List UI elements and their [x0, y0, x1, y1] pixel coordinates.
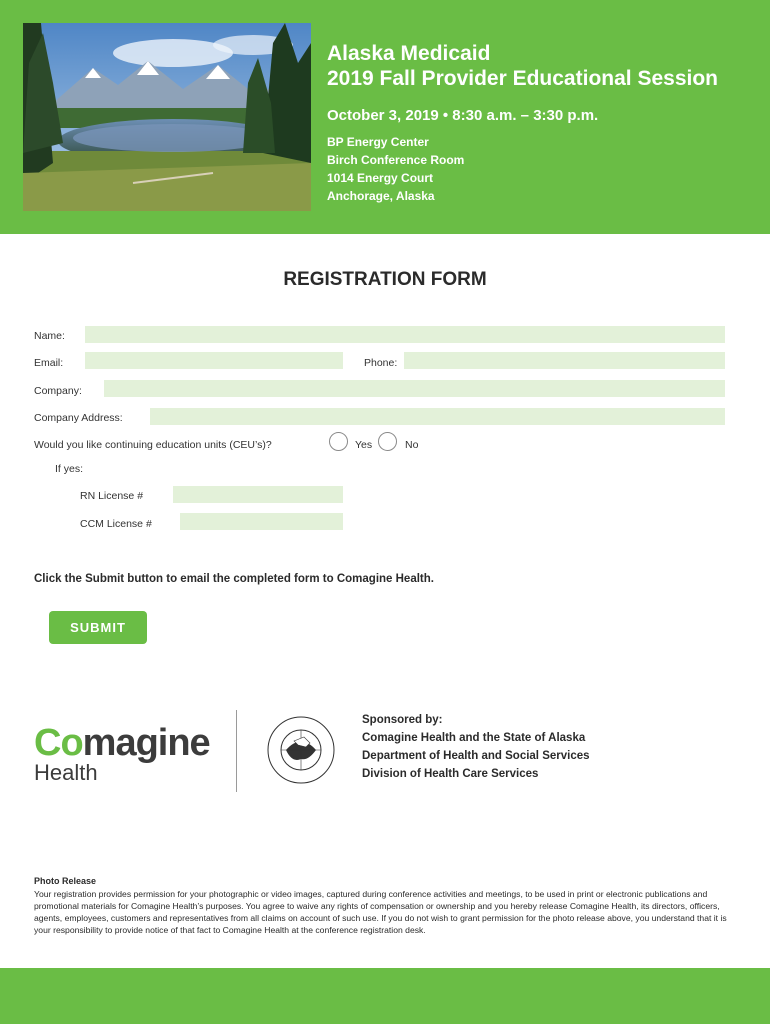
name-field[interactable]	[85, 326, 725, 343]
ccm-license-label: CCM License #	[80, 518, 152, 530]
sponsor-line: Department of Health and Social Services	[362, 750, 590, 762]
ceu-no-radio[interactable]	[378, 432, 397, 451]
company-address-label: Company Address:	[34, 412, 123, 424]
footer-band	[0, 968, 770, 1024]
venue-line: BP Energy Center	[327, 135, 429, 149]
sponsor-line: Division of Health Care Services	[362, 768, 539, 780]
phone-field[interactable]	[404, 352, 725, 369]
event-venue	[327, 133, 464, 205]
venue-line: Birch Conference Room	[327, 153, 465, 167]
submit-instruction: Click the Submit button to email the completed form to Comagine Health.	[34, 573, 434, 585]
rn-license-field[interactable]	[173, 486, 343, 503]
submit-button[interactable]: SUBMIT	[49, 611, 147, 644]
logo-magine: magine	[82, 722, 210, 764]
event-title	[327, 41, 718, 91]
alaska-dhss-seal	[266, 715, 336, 785]
phone-label: Phone:	[364, 357, 398, 369]
header-banner	[0, 0, 770, 234]
rn-license-label: RN License #	[80, 490, 144, 502]
event-datetime: October 3, 2019 • 8:30 a.m. – 3:30 p.m.	[327, 107, 599, 124]
venue-line: Anchorage, Alaska	[327, 189, 435, 203]
ccm-license-field[interactable]	[180, 513, 343, 530]
logo-health: Health	[34, 760, 98, 785]
ceu-question: Would you like continuing education units (CEU’s)?	[34, 439, 272, 451]
comagine-health-logo	[34, 724, 210, 784]
photo-release-title: Photo Release	[34, 876, 97, 886]
company-label: Company:	[34, 385, 82, 397]
ceu-yes-label: Yes	[355, 439, 373, 451]
form-title: REGISTRATION FORM	[283, 269, 487, 290]
event-title-line1: Alaska Medicaid	[327, 42, 491, 65]
sponsor-block	[362, 711, 590, 783]
logo-divider	[236, 710, 237, 792]
email-field[interactable]	[85, 352, 343, 369]
sponsor-line: Comagine Health and the State of Alaska	[362, 732, 586, 744]
ceu-no-label: No	[405, 439, 419, 451]
company-field[interactable]	[104, 380, 725, 397]
if-yes-label: If yes:	[55, 463, 84, 475]
sponsor-heading: Sponsored by:	[362, 714, 443, 726]
photo-release-body: Your registration provides permission for your photographic or video images, captured during conference activities and meetings, to be used in print or electronic publications and promotional materials for Comagine Health’s purposes. You agree to waive any rights of compensation or ownership and you hereby release Comagine Health, its directors, officers, agents, employees, customers and representatives from all claims on account of such use. If you do not wish to grant permission for the photo release above, you understand that it is your responsibility to provide notice of that fact to Comagine Health at the conference registration desk.	[34, 889, 727, 935]
name-label: Name:	[34, 330, 65, 342]
venue-line: 1014 Energy Court	[327, 171, 434, 185]
landscape-photo	[23, 23, 311, 211]
email-label: Email:	[34, 357, 64, 369]
ceu-yes-radio[interactable]	[329, 432, 348, 451]
logo-co: Co	[34, 722, 83, 764]
company-address-field[interactable]	[150, 408, 725, 425]
event-title-line2: 2019 Fall Provider Educational Session	[327, 67, 718, 90]
